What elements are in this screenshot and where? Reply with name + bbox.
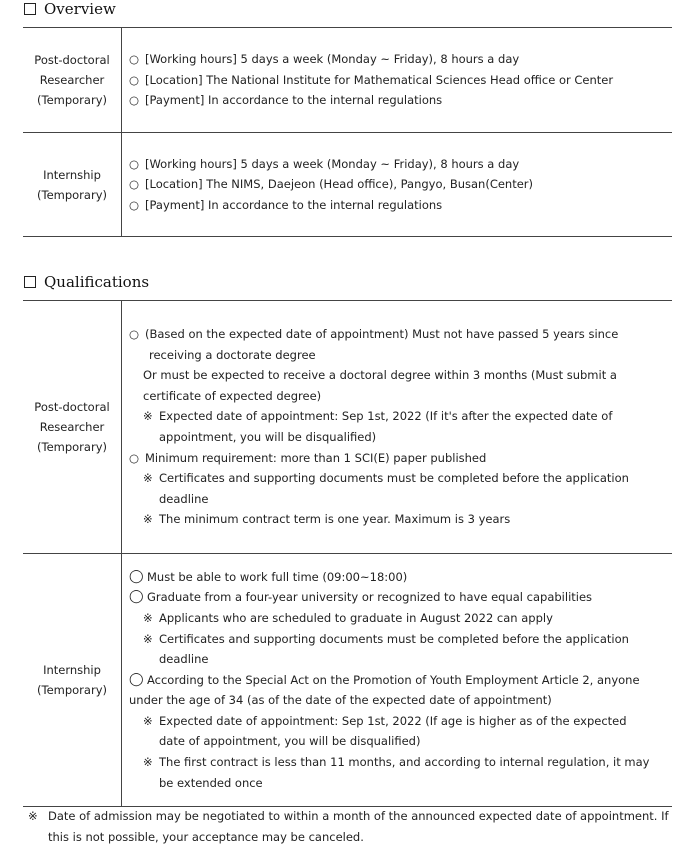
reference-mark-icon: ※ [28,809,38,823]
list-item [129,345,666,366]
overview-title: Overview [44,0,116,18]
qualifications-title: Qualifications [44,273,150,291]
list-item [129,670,666,691]
reference-mark-icon: ※ [143,713,153,728]
row-label: Post-doctoral Researcher (Temporary) [23,301,122,554]
list-item-text: According to the Special Act on the Promotion of Youth Employment Article 2, anyone [147,672,640,687]
list-item-text: Certificates and supporting documents must be completed before the application [159,471,629,486]
checkbox-square-icon [24,3,36,15]
list-item: ○ [Working hours] 5 days a week (Monday ~ Friday), 8 hours a day [129,154,666,175]
list-item [129,365,666,386]
table-row [23,554,672,807]
list-item [129,731,666,752]
row-label: Post-doctoral Researcher (Temporary) [23,28,122,133]
list-item-text: deadline [159,652,209,667]
list-item [129,468,666,489]
list-item-text: Expected date of appointment: Sep 1st, 2022 (If it's after the expected date of [159,409,613,424]
reference-mark-icon: ※ [143,409,153,424]
reference-mark-icon: ※ [143,471,153,486]
circle-bullet-icon: ○ [129,156,140,171]
row-label: Internship (Temporary) [23,554,122,807]
list-item-text: Certificates and supporting documents must be completed before the application [159,631,629,646]
list-item [129,752,666,773]
qualifications-table [23,300,672,807]
list-item-text: The first contract is less than 11 months, and according to internal regulation, it may [159,755,650,770]
circle-bullet-icon: ◯ [129,671,144,687]
checkbox-square-icon [24,276,36,288]
row-content [122,301,673,554]
list-item-text: certificate of expected degree) [143,388,322,403]
reference-mark-icon: ※ [143,610,153,625]
footnote-text: Date of admission may be negotiated to within a month of the announced expected date of appointment. If this is not possible, your acceptance may be canceled. [48,809,669,844]
table-row [23,133,672,237]
list-item: ○ [Location] The NIMS, Daejeon (Head office), Pangyo, Busan(Center) [129,174,666,195]
footnote [28,806,678,848]
circle-bullet-icon: ○ [129,327,140,342]
list-item-text: receiving a doctorate degree [149,347,316,362]
list-item: ○ [Payment] In accordance to the internal regulations [129,90,666,111]
list-item-text: date of appointment, you will be disqualified) [159,734,421,749]
table-row [23,28,672,133]
list-item-text: (Based on the expected date of appointment) Must not have passed 5 years since [145,327,619,342]
list-item-text: Graduate from a four-year university or recognized to have equal capabilities [147,590,593,605]
list-item-text: Must be able to work full time (09:00~18:00) [147,569,408,584]
list-item-text: The minimum contract term is one year. Maximum is 3 years [159,512,511,527]
list-item [129,406,666,427]
overview-heading [24,0,116,18]
list-item [129,587,666,608]
qualifications-heading [24,273,149,291]
list-item [129,608,666,629]
row-content [122,554,673,807]
circle-bullet-icon: ○ [129,197,140,212]
list-item-text: Or must be expected to receive a doctoral degree within 3 months (Must submit a [143,368,617,383]
list-item-text: Applicants who are scheduled to graduate in August 2022 can apply [159,610,553,625]
reference-mark-icon: ※ [143,512,153,527]
list-item [129,690,666,711]
circle-bullet-icon: ○ [129,93,140,108]
list-item: ○ [Payment] In accordance to the internal regulations [129,195,666,216]
list-item [129,773,666,794]
overview-table [23,27,672,237]
list-item-text: Expected date of appointment: Sep 1st, 2022 (If age is higher as of the expected [159,713,627,728]
reference-mark-icon: ※ [143,631,153,646]
row-label: Internship (Temporary) [23,133,122,237]
circle-bullet-icon: ◯ [129,568,144,584]
list-item [129,324,666,345]
list-item: ○ [Location] The National Institute for Mathematical Sciences Head office or Center [129,70,666,91]
row-content [122,133,673,237]
list-item [129,427,666,448]
circle-bullet-icon: ○ [129,177,140,192]
circle-bullet-icon: ○ [129,450,140,465]
list-item-text: Minimum requirement: more than 1 SCI(E) paper published [145,450,487,465]
list-item-text: appointment, you will be disqualified) [159,430,377,444]
list-item [129,649,666,670]
list-item-text: deadline [159,491,209,506]
list-item-text: be extended once [159,775,263,790]
list-item [129,567,666,588]
circle-bullet-icon: ○ [129,72,140,87]
circle-bullet-icon: ◯ [129,589,144,605]
list-item [129,711,666,732]
table-row [23,301,672,554]
circle-bullet-icon: ○ [129,52,140,67]
list-item: ○ [Working hours] 5 days a week (Monday ~ Friday), 8 hours a day [129,49,666,70]
list-item-text: under the age of 34 (as of the date of the expected date of appointment) [129,693,552,708]
list-item [129,629,666,650]
list-item [129,489,666,510]
row-content [122,28,673,133]
reference-mark-icon: ※ [143,755,153,770]
list-item [129,509,666,530]
list-item [129,386,666,407]
list-item [129,448,666,469]
